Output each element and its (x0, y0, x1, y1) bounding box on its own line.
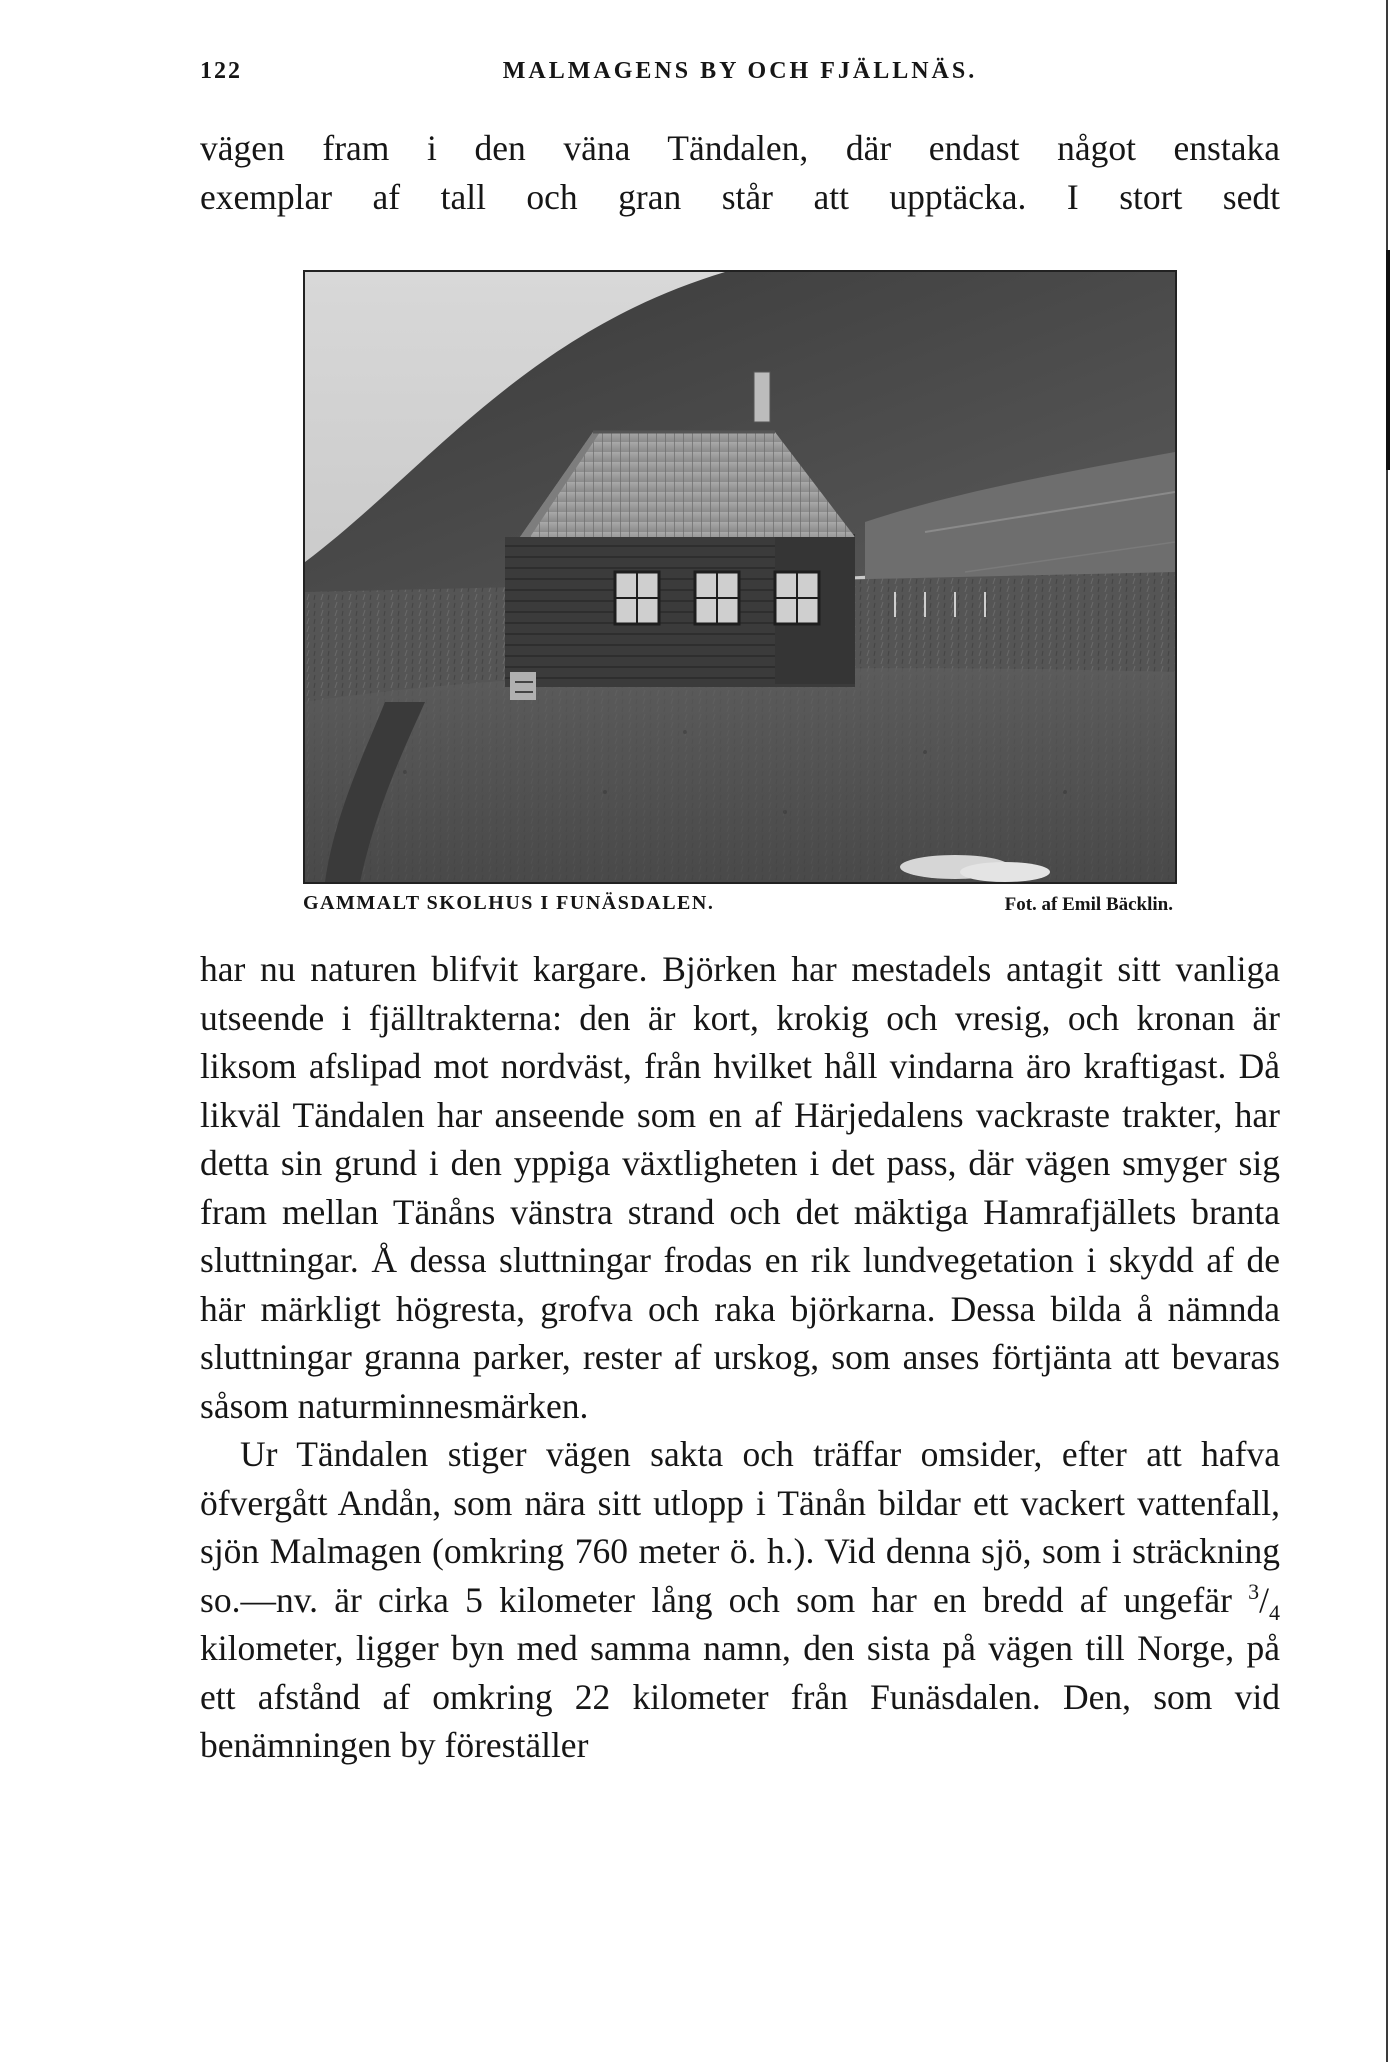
running-title: MALMAGENS BY OCH FJÄLLNÄS. (502, 58, 978, 84)
figure-caption (303, 892, 1173, 922)
paragraph-part: Ur Tändalen stiger vägen sakta och träffar omsider, efter att hafva öfvergått Andån, som nära sitt utlopp i Tänån bildar ett vackert vattenfall, sjön Malmagen (omkring 760 meter ö. h.). Vid denna sjö, som i sträckning so.—nv. är cirka 5 kilometer lång och som har en bredd af ungefär (200, 1434, 1280, 1620)
fraction-numerator: 3 (1248, 1578, 1260, 1604)
photograph-old-schoolhouse-icon (305, 272, 1175, 882)
photo-credit: Fot. af Emil Bäcklin. (1004, 894, 1173, 915)
text-line: exemplar af tall och gran står att upptäcka. I stort sedt (200, 176, 1280, 217)
paragraph: har nu naturen blifvit kargare. Björken har mestadels antagit sitt vanliga utseende i fjälltrakterna: den är kort, krokig och vresig, och kronan är liksom afslipad mot nordväst, från hvilket håll vindarna äro kraftigast. Då likväl Tändalen har anseende som en af Härjedalens vackraste trakter, har detta sin grund i den yppiga växtligheten i det pass, där vägen smyger sig fram mellan Tänåns vänstra strand och det mäktiga Hamrafjällets branta sluttningar. Å dessa sluttningar frodas en rik lundvegetation i skydd af de här märkligt högresta, grofva och raka björkarna. Dessa bilda å nämnda sluttningar granna parker, rester af urskog, som anses förtjänta att bevaras såsom naturminnesmärken. (200, 949, 1280, 1426)
body-text (200, 945, 1280, 1770)
page-edge-mark (1386, 250, 1390, 470)
paragraph-part: kilometer, ligger byn med samma namn, den sista på vägen till Norge, på ett afstånd af omkring 22 kilometer från Funäsdalen. Den, som vid benämningen by föreställer (200, 1628, 1280, 1765)
caption-title: GAMMALT SKOLHUS I FUNÄSDALEN. (303, 892, 715, 914)
running-header (200, 58, 1280, 98)
page-number: 122 (200, 58, 242, 84)
paragraph: Ur Tändalen stiger vägen sakta och träffar omsider, efter att hafva öfvergått Andån, som nära sitt utlopp i Tänån bildar ett vackert vattenfall, sjön Malmagen (omkring 760 meter ö. h.). Vid denna sjö, som i sträckning so.—nv. är cirka 5 kilometer lång och som har en bredd af ungefär $^3/_4$ kilometer, ligger byn med samma namn, den sista på vägen till Norge, på ett afstånd af omkring 22 kilometer från Funäsdalen. Den, som vid benämningen by föreställer (200, 1434, 1280, 1765)
intro-text (200, 124, 1280, 221)
fraction-denominator: 4 (1269, 1599, 1280, 1625)
schoolhouse-photo (303, 270, 1177, 884)
text-line: vägen fram i den väna Tändalen, där endast något enstaka (200, 128, 1280, 168)
